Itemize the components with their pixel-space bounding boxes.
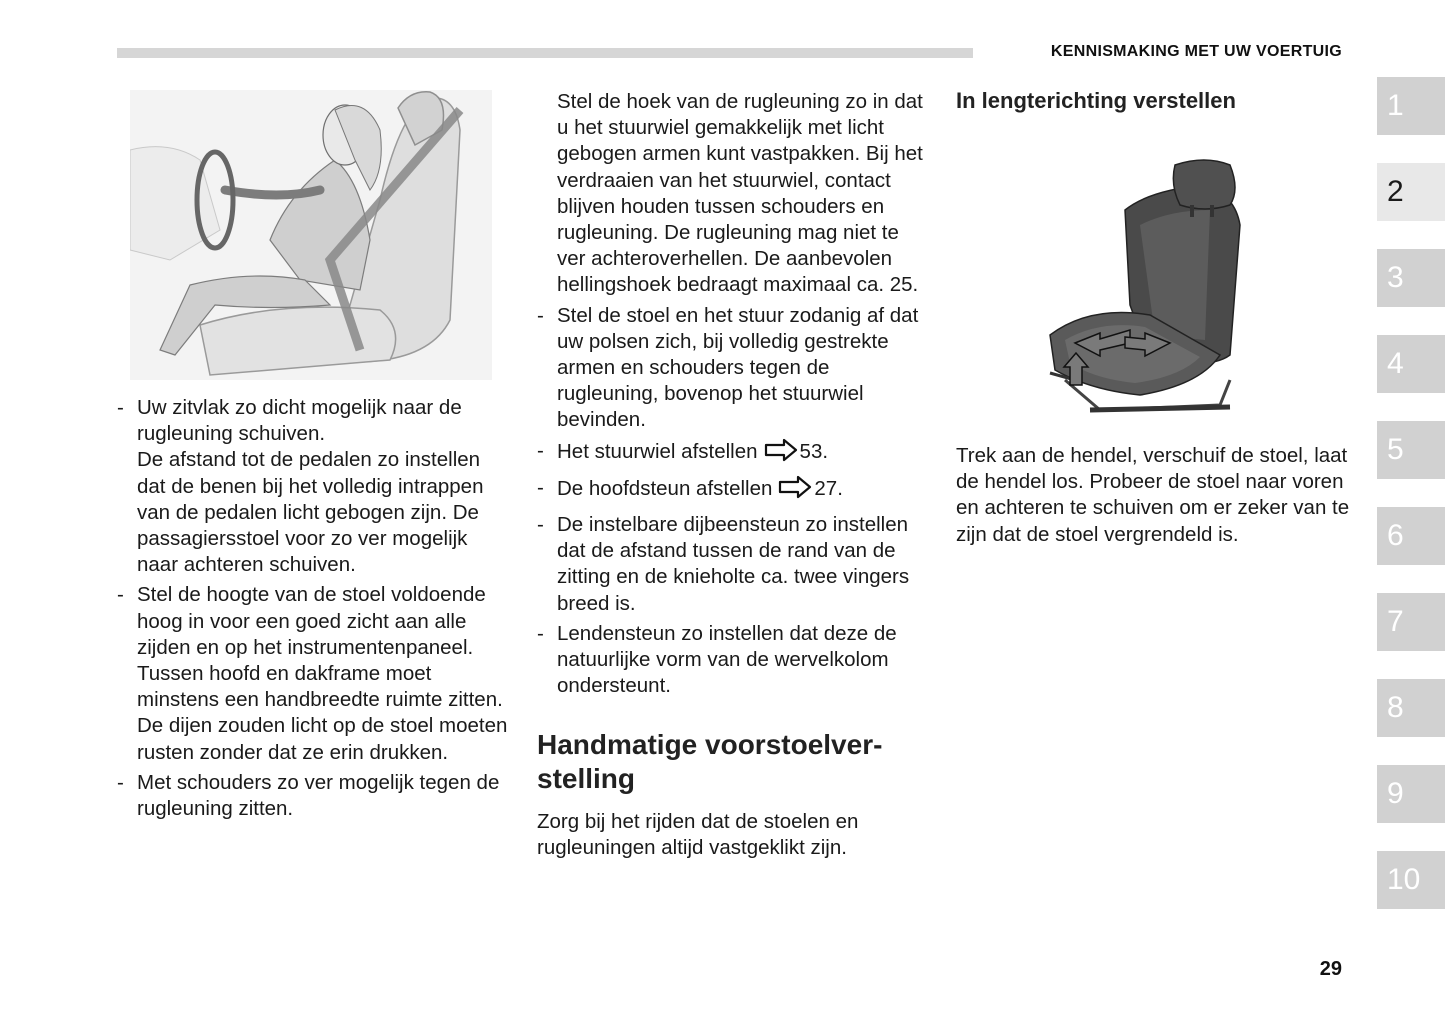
chapter-tab-9[interactable]: 9 <box>1377 765 1445 823</box>
column-left <box>113 395 508 826</box>
chapter-tab-4[interactable]: 4 <box>1377 335 1445 393</box>
page-reference-arrow-icon[interactable] <box>764 438 798 469</box>
item-text: Uw zitvlak zo dicht mogelijk naar de rugleuning schuiven. <box>137 396 462 446</box>
item-text: Het stuurwiel afstellen <box>557 439 758 463</box>
list-item <box>533 512 933 617</box>
list-dash: - <box>117 770 124 794</box>
item-text: Met schouders zo ver mogelijk tegen de rugleuning zitten. <box>137 770 500 821</box>
chapter-tab-5[interactable]: 5 <box>1377 421 1445 479</box>
list-item <box>533 303 933 434</box>
chapter-header-title: KENNISMAKING MET UW VOERTUIG <box>1050 43 1342 60</box>
list-item <box>533 621 933 700</box>
item-text: Tussen hoofd en dakframe moet minstens een handbreedte ruimte zitten. De dijen zouden licht op de stoel moeten rusten zonder dat ze erin drukken. <box>137 662 508 764</box>
item-text: Stel de hoogte van de stoel voldoende hoog in voor een goed zicht aan alle zijden en op het instrumentenpaneel. <box>137 583 486 659</box>
list-dash: - <box>117 583 124 607</box>
list-dash: - <box>537 438 544 462</box>
item-text: De afstand tot de pedalen zo instellen dat de benen bij het volledig intrappen van de pedalen licht gebogen zijn. De passagiersstoel voor zo ver mogelijk naar achteren schuiven. <box>137 448 484 577</box>
driver-seating-illustration <box>130 90 492 380</box>
seat-adjustment-illustration <box>1030 155 1260 430</box>
chapter-tab-7[interactable]: 7 <box>1377 593 1445 651</box>
list-dash: - <box>537 621 544 645</box>
list-item <box>113 582 508 765</box>
page-reference-link[interactable]: 27. <box>814 476 843 500</box>
list-dash: - <box>537 513 544 537</box>
list-item <box>113 395 508 578</box>
list-dash: - <box>537 303 544 327</box>
chapter-tab-6[interactable]: 6 <box>1377 507 1445 565</box>
header-rule <box>117 48 973 58</box>
subsection-heading: In lengterichting verstellen <box>956 88 1236 113</box>
chapter-tab-8[interactable]: 8 <box>1377 679 1445 737</box>
item-text: Stel de stoel en het stuur zodanig af dat uw polsen zich, bij volledig gestrekte armen en schouders tegen de rugleuning, bovenop het stuurwiel bevinden. <box>557 303 919 432</box>
chapter-tab-2[interactable]: 2 <box>1377 163 1445 221</box>
page-number: 29 <box>1319 958 1342 980</box>
item-text: De hoofdsteun afstellen <box>557 476 773 500</box>
page-reference-arrow-icon[interactable] <box>778 475 812 506</box>
list-item <box>113 770 508 822</box>
item-text: De instelbare dijbeensteun zo instellen dat de afstand tussen de rand van de zitting en de knieholte ca. twee vingers breed is. <box>557 513 910 615</box>
continued-paragraph: Stel de hoek van de rugleuning zo in dat u het stuurwiel gemakkelijk met licht gebogen armen kunt vastpakken. Bij het verdraaien van het stuurwiel, contact blijven houden tussen schouders en rugleuning. De rugleuning mag niet te ver achteroverhellen. De aanbevolen hellingshoek bedraagt maximaal ca. 25. <box>557 90 923 297</box>
item-text: Lendensteun zo instellen dat deze de natuurlijke vorm van de wervelkolom ondersteunt. <box>557 621 897 698</box>
list-dash: - <box>117 396 124 419</box>
list-item <box>533 475 933 506</box>
section-paragraph: Zorg bij het rijden dat de stoelen en rugleuningen altijd vastgeklikt zijn. <box>537 810 859 860</box>
list-item <box>533 438 933 469</box>
list-dash: - <box>537 475 544 499</box>
chapter-tab-1[interactable]: 1 <box>1377 77 1445 135</box>
section-heading: Handmatige voorstoelverstelling <box>537 729 883 794</box>
chapter-tab-10[interactable]: 10 <box>1377 851 1445 909</box>
column-middle <box>533 89 933 703</box>
subsection-paragraph: Trek aan de hendel, verschuif de stoel, laat de hendel los. Probeer de stoel naar voren en achteren te schuiven om er zeker van te zijn dat de stoel vergrendeld is. <box>956 444 1350 546</box>
chapter-tab-3[interactable]: 3 <box>1377 249 1445 307</box>
page-reference-link[interactable]: 53. <box>799 439 829 463</box>
